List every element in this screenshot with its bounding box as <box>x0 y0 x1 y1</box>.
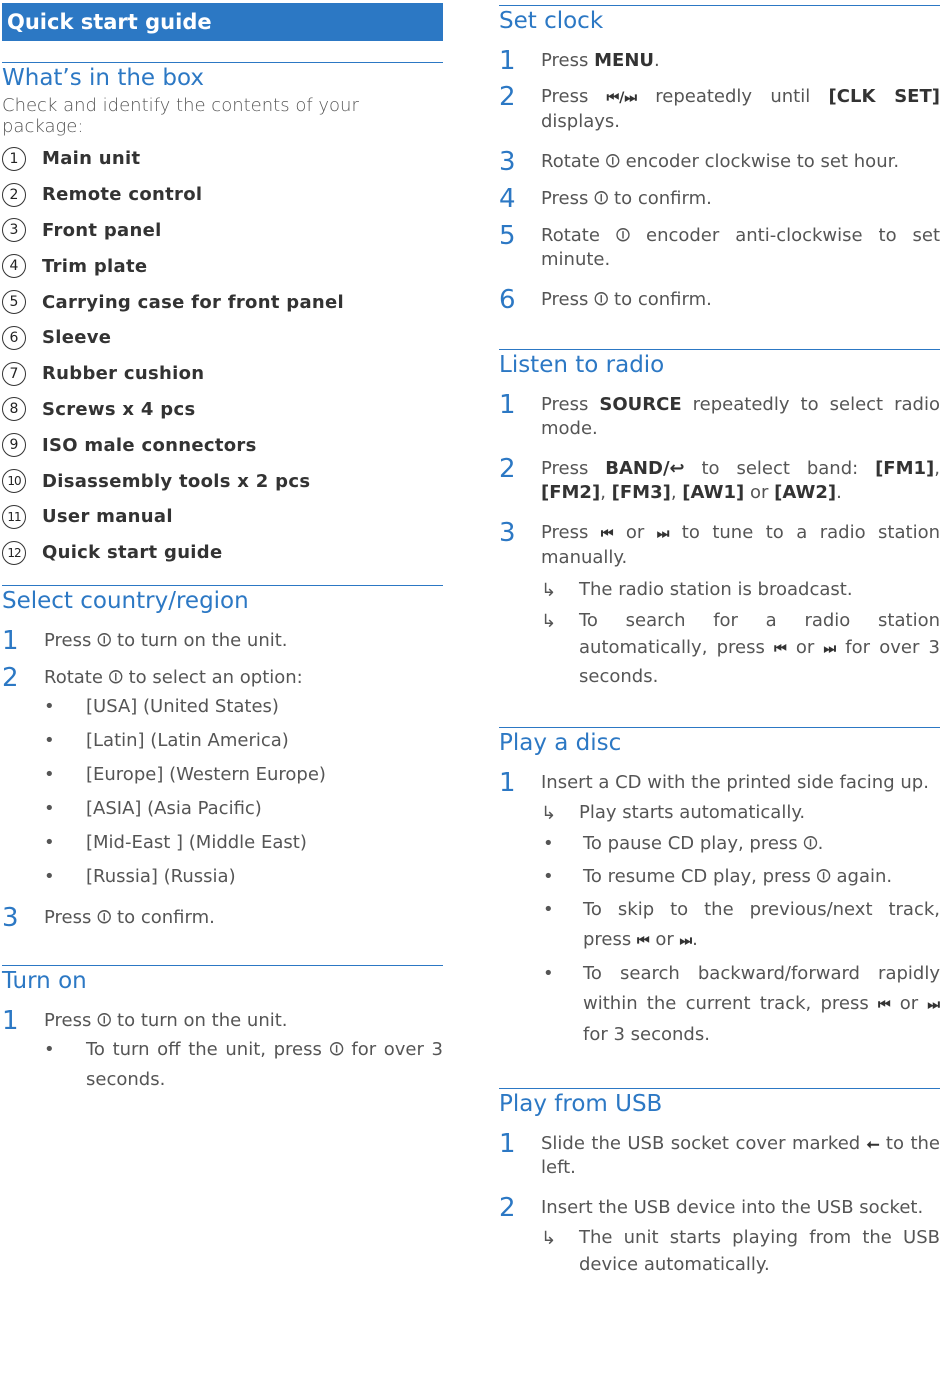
bullet-dot: • <box>44 1039 55 1060</box>
list-item <box>499 959 940 1050</box>
options-list <box>2 692 443 896</box>
usb-icon: ⭠ <box>866 1134 880 1153</box>
item-label: Front panel <box>42 219 162 241</box>
step <box>2 663 443 693</box>
section-title: Play a disc <box>499 730 622 756</box>
prev-next-icon: ⏮/⏭ <box>606 90 637 106</box>
step <box>499 184 940 214</box>
text-run: . <box>654 50 660 71</box>
text-run: or <box>786 637 824 658</box>
text-run: for 3 seconds. <box>583 1024 710 1045</box>
bullet-dot: • <box>543 963 554 984</box>
section-play-disc <box>499 727 940 1050</box>
step-text: Rotate ⏼ encoder anti-clockwise to set minute. <box>541 225 940 270</box>
result-item <box>541 1224 940 1278</box>
section-title: Set clock <box>499 8 604 34</box>
list-item <box>2 213 443 249</box>
item-number: 3 <box>2 218 26 242</box>
step-number: 1 <box>499 390 516 420</box>
result-text <box>579 607 940 690</box>
item-label: Carrying case for front panel <box>42 291 345 313</box>
section-title: Turn on <box>2 968 87 994</box>
step-text: Press ⏼ to confirm. <box>541 188 712 209</box>
source-label: SOURCE <box>599 394 682 415</box>
step-number: 1 <box>499 46 516 76</box>
menu-label: MENU <box>594 50 654 71</box>
section-turn-on <box>2 965 443 1095</box>
next-icon: ⏭ <box>927 997 940 1013</box>
band-label: BAND/↩ <box>605 458 685 479</box>
band-option: [FM2] <box>541 482 601 503</box>
text-run: repeatedly until <box>636 86 829 107</box>
bullet-dot: • <box>44 832 55 853</box>
step <box>499 390 940 441</box>
step-text <box>541 521 940 570</box>
item-label: Rubber cushion <box>42 363 205 385</box>
list-item <box>2 356 443 392</box>
bullet-dot: • <box>44 730 55 751</box>
bullet-dot: • <box>543 866 554 887</box>
prev-icon: ⏮ <box>877 997 891 1013</box>
text-run: To search backward/forward rapidly within the current track, press <box>583 963 940 1014</box>
list-item <box>2 760 443 794</box>
item-number: 2 <box>2 183 26 207</box>
section-select-country <box>2 585 443 933</box>
item-label: Sleeve <box>42 327 112 349</box>
option-text: [Russia] (Russia) <box>86 866 236 887</box>
text-run: Press <box>541 86 607 107</box>
text-run: to select band: <box>684 458 876 479</box>
text-run: for over 3 seconds. <box>579 637 941 687</box>
text-run: , <box>670 482 683 503</box>
text-run: Press <box>541 522 601 543</box>
band-option: [FM1] <box>875 458 935 479</box>
step <box>499 518 940 570</box>
step-text: Press ⏼ to turn on the unit. <box>44 1010 288 1031</box>
step-number: 1 <box>2 626 19 656</box>
band-option: [AW2] <box>774 482 837 503</box>
step-text <box>541 457 940 505</box>
list-item <box>2 499 443 535</box>
arrow-icon: ↳ <box>541 1228 557 1249</box>
item-label: Trim plate <box>42 255 148 277</box>
bullet-dot: • <box>44 798 55 819</box>
item-number: 8 <box>2 397 26 421</box>
text-run: to the left. <box>541 1133 940 1178</box>
list-item <box>2 1035 443 1095</box>
list-item <box>2 392 443 428</box>
bullet-text: To turn off the unit, press ⏼ for over 3 seconds. <box>86 1039 443 1090</box>
item-label: Quick start guide <box>42 542 223 564</box>
list-item <box>2 177 443 213</box>
item-number: 10 <box>2 469 26 493</box>
list-item <box>2 535 443 571</box>
section-listen-radio <box>499 349 940 690</box>
arrow-icon: ↳ <box>541 580 557 601</box>
item-label: Main unit <box>42 148 141 170</box>
step <box>499 454 940 505</box>
arrow-icon: ↳ <box>541 803 557 824</box>
text-run: Press <box>541 458 606 479</box>
step-text: Rotate ⏼ to select an option: <box>44 667 303 688</box>
bullet-text <box>583 959 940 1050</box>
section-set-clock <box>499 5 940 315</box>
step <box>499 221 940 272</box>
text-run: or <box>613 522 657 543</box>
step-number: 2 <box>499 454 516 484</box>
step <box>2 626 443 656</box>
list-item <box>2 828 443 862</box>
text-run: or <box>890 993 928 1014</box>
step <box>2 1006 443 1036</box>
result-item <box>541 576 940 603</box>
list-item <box>499 895 940 956</box>
step-text: Press ⏼ to confirm. <box>541 289 712 310</box>
text-run: Press <box>541 394 600 415</box>
list-item <box>2 427 443 463</box>
bullet-dot: • <box>44 696 55 717</box>
item-label: Screws x 4 pcs <box>42 398 196 420</box>
step-number: 1 <box>2 1006 19 1036</box>
text-run: To skip to the previous/next track, press <box>583 899 940 950</box>
item-number: 9 <box>2 433 26 457</box>
text-run: , <box>600 482 612 503</box>
result-text: Play starts automatically. <box>579 802 806 823</box>
result-item <box>541 799 940 826</box>
text-run: To search for a radio station automatically, press <box>579 610 940 658</box>
item-number: 7 <box>2 362 26 386</box>
item-number: 6 <box>2 326 26 350</box>
section-title: What’s in the box <box>2 65 204 91</box>
section-play-usb <box>499 1088 940 1278</box>
result-text: The radio station is broadcast. <box>579 579 853 600</box>
step-text: Rotate ⏼ encoder clockwise to set hour. <box>541 151 900 172</box>
next-icon: ⏭ <box>679 933 693 949</box>
arrow-icon: ↳ <box>541 611 557 632</box>
bullet-dot: • <box>543 899 554 920</box>
step-number: 3 <box>2 903 19 933</box>
item-number: 11 <box>2 505 26 529</box>
text-run: Press <box>541 50 595 71</box>
section-intro: Check and identify the contents of your package: <box>2 95 359 137</box>
step <box>499 285 940 315</box>
text-run: Slide the USB socket cover marked <box>541 1133 867 1154</box>
step-text: Press ⏼ to confirm. <box>44 907 215 928</box>
bullet-dot: • <box>543 833 554 854</box>
list-item <box>2 794 443 828</box>
list-item <box>499 862 940 892</box>
list-item <box>2 141 443 177</box>
step-number: 2 <box>2 663 19 693</box>
step-number: 2 <box>499 1193 516 1223</box>
option-text: [Latin] (Latin America) <box>86 730 289 751</box>
step-text: Insert the USB device into the USB socket. <box>541 1197 924 1218</box>
step-number: 1 <box>499 1129 516 1159</box>
list-item <box>2 248 443 284</box>
text-run: . <box>692 929 698 950</box>
step-number: 6 <box>499 285 516 315</box>
box-items-list <box>2 141 443 571</box>
step-number: 4 <box>499 184 516 214</box>
bullet-dot: • <box>44 866 55 887</box>
step-number: 2 <box>499 82 516 112</box>
band-option: [FM3] <box>611 482 671 503</box>
step-number: 5 <box>499 221 516 251</box>
step-number: 1 <box>499 768 516 798</box>
bullet-dot: • <box>44 764 55 785</box>
step <box>499 1129 940 1180</box>
list-item <box>2 726 443 760</box>
item-label: Disassembly tools x 2 pcs <box>42 470 311 492</box>
text-run: or <box>649 929 680 950</box>
item-number: 4 <box>2 254 26 278</box>
clk-set-label: [CLK SET] <box>828 86 940 107</box>
step <box>499 82 940 134</box>
bullet-text: To resume CD play, press ⏼ again. <box>583 866 893 887</box>
step-text <box>541 393 940 441</box>
item-number: 1 <box>2 147 26 171</box>
step-text: Insert a CD with the printed side facing up. <box>541 772 929 793</box>
text-run: , <box>934 458 940 479</box>
item-number: 5 <box>2 290 26 314</box>
text-run: repeatedly to select radio mode. <box>541 394 940 439</box>
section-title: Play from USB <box>499 1091 663 1117</box>
list-item <box>2 692 443 726</box>
prev-icon: ⏮ <box>774 641 787 657</box>
list-item <box>2 862 443 896</box>
step-text <box>541 85 940 134</box>
list-item <box>2 463 443 499</box>
page-banner: Quick start guide <box>2 3 443 41</box>
text-run: to tune to a radio station manually. <box>541 522 940 568</box>
step <box>499 147 940 177</box>
prev-icon: ⏮ <box>600 526 614 542</box>
list-item <box>2 284 443 320</box>
option-text: [ASIA] (Asia Pacific) <box>86 798 262 819</box>
option-text: [Mid-East ] (Middle East) <box>86 832 307 853</box>
step-number: 3 <box>499 518 516 548</box>
step <box>2 903 443 933</box>
step <box>499 1193 940 1223</box>
item-label: Remote control <box>42 184 203 206</box>
item-label: User manual <box>42 506 173 528</box>
text-run: displays. <box>541 111 621 132</box>
result-text: The unit starts playing from the USB device automatically. <box>579 1227 940 1275</box>
option-text: [USA] (United States) <box>86 696 279 717</box>
bullet-text: To pause CD play, press ⏼. <box>583 833 824 854</box>
text-run: or <box>744 482 775 503</box>
step <box>499 46 940 76</box>
bullet-text <box>583 895 940 956</box>
band-option: [AW1] <box>682 482 745 503</box>
prev-icon: ⏮ <box>636 933 650 949</box>
list-item <box>2 320 443 356</box>
step-text <box>541 1132 940 1180</box>
step-text: Press ⏼ to turn on the unit. <box>44 630 288 651</box>
section-title: Select country/region <box>2 588 249 614</box>
step-number: 3 <box>499 147 516 177</box>
next-icon: ⏭ <box>656 526 670 542</box>
item-label: ISO male connectors <box>42 434 257 456</box>
result-item <box>541 607 940 690</box>
next-icon: ⏭ <box>823 641 837 657</box>
option-text: [Europe] (Western Europe) <box>86 764 326 785</box>
list-item <box>499 829 940 859</box>
section-whats-in-box <box>2 62 443 571</box>
step <box>499 768 940 798</box>
item-number: 12 <box>2 541 26 565</box>
step-text <box>541 49 940 73</box>
section-title: Listen to radio <box>499 352 665 378</box>
text-run: . <box>836 482 842 503</box>
